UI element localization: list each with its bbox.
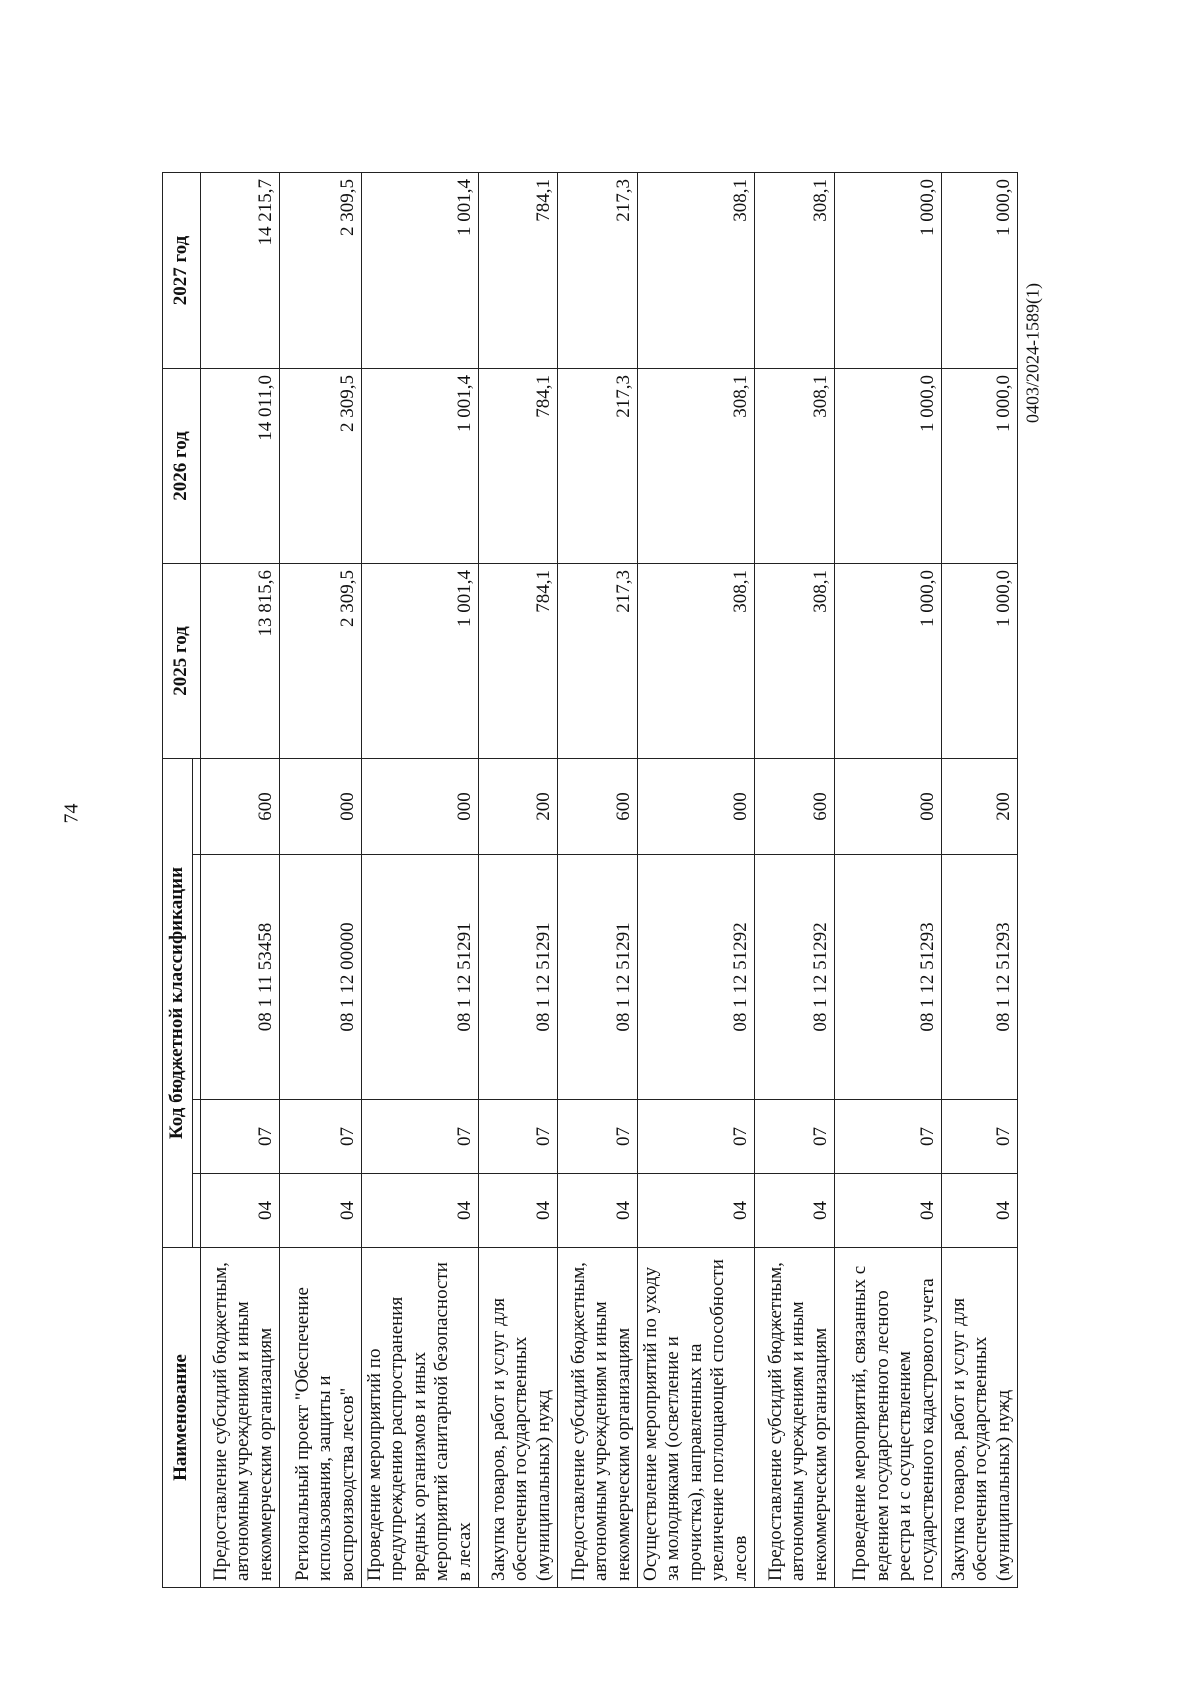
- budget-table: [162, 172, 1018, 1588]
- row-value-2025: 13 815,6: [201, 563, 280, 758]
- row-code-subsection: 07: [638, 1100, 755, 1174]
- row-code-expense-type: 600: [755, 758, 835, 854]
- row-value-2026: 2 309,5: [280, 368, 362, 563]
- row-value-2027: 784,1: [479, 172, 558, 368]
- row-name: Осуществление мероприятий по уходу за молодняками (осветление и прочистка), направленных на увеличение поглощающей способности лесов: [638, 1248, 755, 1588]
- header-2025: 2025 год: [163, 563, 201, 758]
- table-header-row: [163, 172, 193, 1587]
- table-row: [362, 172, 479, 1587]
- row-name: Закупка товаров, работ и услуг для обеспечения государственных (муниципальных) нужд: [942, 1248, 1018, 1588]
- row-code-target: 08 1 11 53458: [201, 855, 280, 1100]
- row-name: Проведение мероприятий по предупреждению распространения вредных организмов и иных мероприятий санитарной безопасности в лесах: [362, 1248, 479, 1588]
- row-code-expense-type: 200: [479, 758, 558, 854]
- row-value-2025: 2 309,5: [280, 563, 362, 758]
- row-code-target: 08 1 12 51291: [479, 855, 558, 1100]
- row-name: Предоставление субсидий бюджетным, автономным учреждениям и иным некоммерческим организациям: [755, 1248, 835, 1588]
- row-value-2026: 1 000,0: [835, 368, 942, 563]
- page-number: 74: [60, 803, 83, 824]
- row-value-2027: 2 309,5: [280, 172, 362, 368]
- row-value-2026: 1 001,4: [362, 368, 479, 563]
- row-code-expense-type: 000: [280, 758, 362, 854]
- row-code-subsection: 07: [835, 1100, 942, 1174]
- row-code-subsection: 07: [479, 1100, 558, 1174]
- row-code-subsection: 07: [201, 1100, 280, 1174]
- row-value-2027: 1 000,0: [942, 172, 1018, 368]
- header-code-group: Код бюджетной классификации: [163, 758, 193, 1247]
- subheader-cell: [193, 1174, 201, 1248]
- row-value-2026: 14 011,0: [201, 368, 280, 563]
- row-code-subsection: 07: [755, 1100, 835, 1174]
- row-code-section: 04: [942, 1174, 1018, 1248]
- row-value-2026: 784,1: [479, 368, 558, 563]
- row-code-subsection: 07: [362, 1100, 479, 1174]
- row-name: Проведение мероприятий, связанных с ведением государственного лесного реестра и с осуществлением государственного кадастрового учета: [835, 1248, 942, 1588]
- row-code-expense-type: 600: [558, 758, 638, 854]
- row-code-target: 08 1 12 51292: [638, 855, 755, 1100]
- row-code-section: 04: [280, 1174, 362, 1248]
- table-row: [479, 172, 558, 1587]
- row-value-2026: 308,1: [755, 368, 835, 563]
- table-row: [558, 172, 638, 1587]
- row-name: Предоставление субсидий бюджетным, автономным учреждениям и иным некоммерческим организациям: [558, 1248, 638, 1588]
- row-name: Закупка товаров, работ и услуг для обеспечения государственных (муниципальных) нужд: [479, 1248, 558, 1588]
- row-value-2025: 784,1: [479, 563, 558, 758]
- budget-table-container: [162, 173, 1014, 1588]
- row-code-section: 04: [558, 1174, 638, 1248]
- row-value-2027: 308,1: [755, 172, 835, 368]
- table-row: [280, 172, 362, 1587]
- row-value-2025: 308,1: [638, 563, 755, 758]
- header-2027: 2027 год: [163, 172, 201, 368]
- row-code-subsection: 07: [942, 1100, 1018, 1174]
- subheader-cell: [193, 855, 201, 1100]
- row-code-expense-type: 000: [835, 758, 942, 854]
- subheader-cell: [193, 758, 201, 854]
- row-value-2027: 308,1: [638, 172, 755, 368]
- row-code-target: 08 1 12 51293: [835, 855, 942, 1100]
- row-value-2027: 217,3: [558, 172, 638, 368]
- row-code-expense-type: 000: [638, 758, 755, 854]
- row-name: Предоставление субсидий бюджетным, автономным учреждениям и иным некоммерческим организациям: [201, 1248, 280, 1588]
- header-2026: 2026 год: [163, 368, 201, 563]
- row-value-2026: 1 000,0: [942, 368, 1018, 563]
- row-code-target: 08 1 12 51293: [942, 855, 1018, 1100]
- row-code-subsection: 07: [558, 1100, 638, 1174]
- header-name: Наименование: [163, 1248, 201, 1588]
- row-code-target: 08 1 12 51291: [362, 855, 479, 1100]
- row-code-target: 08 1 12 00000: [280, 855, 362, 1100]
- row-value-2025: 217,3: [558, 563, 638, 758]
- table-row: [201, 172, 280, 1587]
- row-code-section: 04: [638, 1174, 755, 1248]
- row-code-subsection: 07: [280, 1100, 362, 1174]
- row-value-2026: 217,3: [558, 368, 638, 563]
- row-value-2026: 308,1: [638, 368, 755, 563]
- row-code-target: 08 1 12 51292: [755, 855, 835, 1100]
- row-code-section: 04: [362, 1174, 479, 1248]
- row-value-2027: 14 215,7: [201, 172, 280, 368]
- table-row: [835, 172, 942, 1587]
- row-code-section: 04: [201, 1174, 280, 1248]
- document-code: 0403/2024-1589(1): [1022, 283, 1043, 423]
- row-code-section: 04: [755, 1174, 835, 1248]
- table-row: [638, 172, 755, 1587]
- row-code-expense-type: 200: [942, 758, 1018, 854]
- row-name: Региональный проект "Обеспечение использования, защиты и воспроизводства лесов": [280, 1248, 362, 1588]
- row-value-2025: 1 000,0: [835, 563, 942, 758]
- row-value-2027: 1 001,4: [362, 172, 479, 368]
- row-code-section: 04: [835, 1174, 942, 1248]
- row-value-2025: 1 000,0: [942, 563, 1018, 758]
- row-code-section: 04: [479, 1174, 558, 1248]
- subheader-cell: [193, 1100, 201, 1174]
- table-row: [942, 172, 1018, 1587]
- row-value-2027: 1 000,0: [835, 172, 942, 368]
- row-value-2025: 1 001,4: [362, 563, 479, 758]
- row-value-2025: 308,1: [755, 563, 835, 758]
- table-row: [755, 172, 835, 1587]
- row-code-expense-type: 600: [201, 758, 280, 854]
- row-code-target: 08 1 12 51291: [558, 855, 638, 1100]
- row-code-expense-type: 000: [362, 758, 479, 854]
